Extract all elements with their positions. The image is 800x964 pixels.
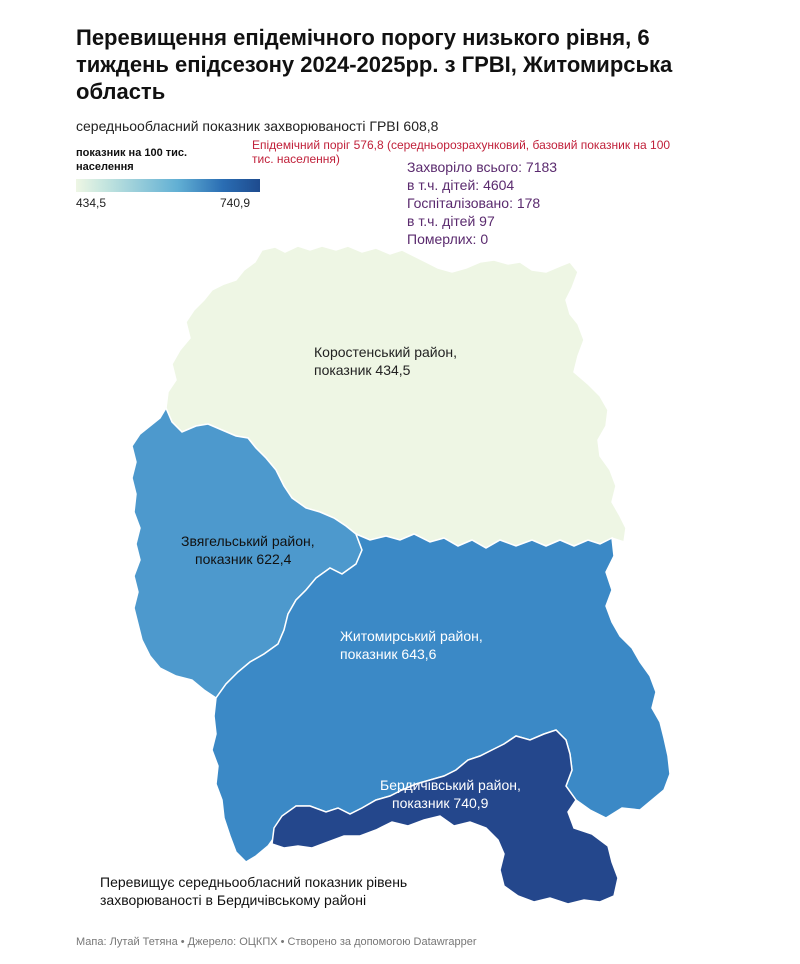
label-berdychiv-value: показник 740,9 [392,795,489,811]
stat-hospitalized: Госпіталізовано: 178 [407,195,541,211]
stat-children-sick: в т.ч. дітей: 4604 [407,177,515,193]
label-berdychiv [380,776,521,812]
legend-max: 740,9 [220,196,251,210]
label-zviahel [181,532,315,568]
highlight-note: Перевищує середньообласний показник рівень захворюваності в Бердичівському районі [100,874,408,908]
stat-deaths: Померлих: 0 [407,231,489,247]
label-korosten [314,343,457,379]
label-korosten-value: показник 434,5 [314,362,411,378]
source-footer: Мапа: Лутай Тетяна • Джерело: ОЦКПХ • Створено за допомогою Datawrapper [76,936,477,948]
label-zhytomyr-name: Житомирський район, [340,628,483,644]
label-zviahel-name: Звягельський район, [181,533,315,549]
label-zhytomyr-value: показник 643,6 [340,646,437,662]
label-zhytomyr [340,627,483,663]
label-zviahel-value: показник 622,4 [195,551,292,567]
oblast-average: середньообласний показник захворюваності ГРВІ 608,8 [76,118,439,134]
label-korosten-name: Коростенський район, [314,344,458,360]
legend-min: 434,5 [76,196,107,210]
stat-sick-total: Захворіло всього: 7183 [407,159,558,175]
label-berdychiv-name: Бердичівський район, [380,777,521,793]
legend-title: показник на 100 тис. населення [76,147,188,173]
epidemic-threshold-note: Епідемічний поріг 576,8 (середньорозрахунковий, базовий показник на 100 тис. населення) [252,138,671,166]
map-title: Перевищення епідемічного порогу низького рівня, 6 тиждень епідсезону 2024-2025рр. з ГРВІ, Житомирська область [76,25,673,104]
stat-children-hospitalized: в т.ч. дітей 97 [407,213,495,229]
